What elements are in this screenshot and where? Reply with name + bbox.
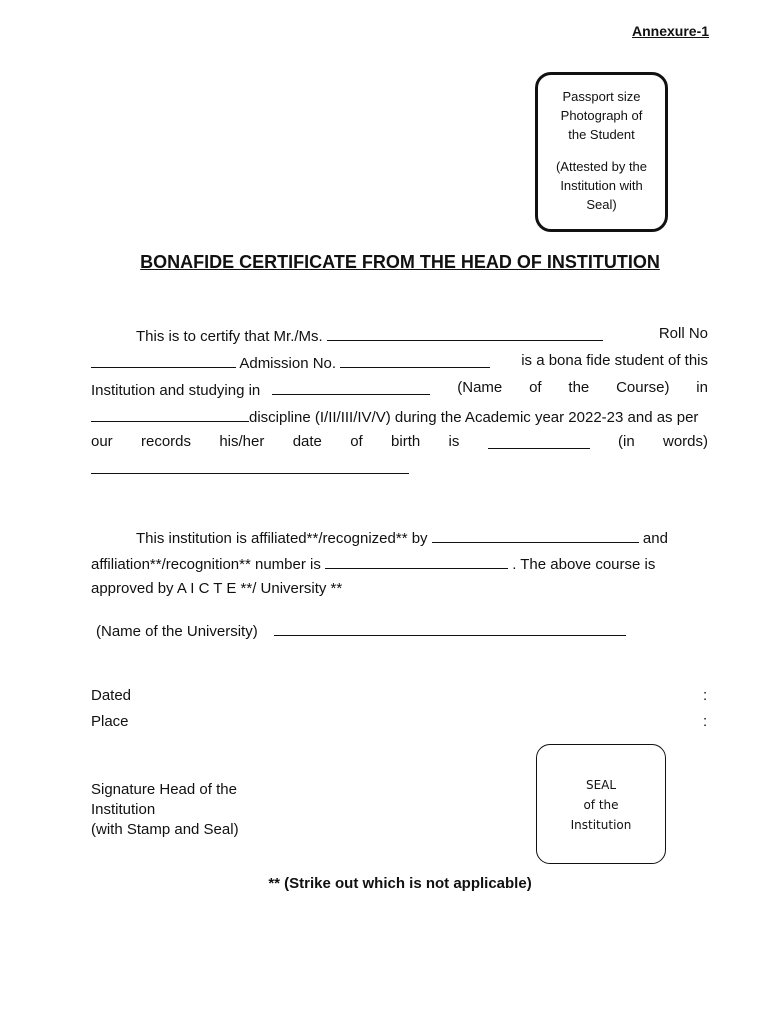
photo-instructions [538, 87, 665, 144]
signature-line: Signature Head of the [91, 781, 237, 798]
roll-no-label: Roll No [658, 325, 708, 342]
word: our [91, 433, 113, 450]
photo-line: Passport size [562, 89, 641, 104]
university-name-blank[interactable] [274, 620, 626, 636]
discipline-text: discipline (I/II/III/IV/V) during the Academic year 2022-23 and as per [249, 409, 699, 426]
para2-line-4 [96, 620, 713, 640]
seal-line: of the [583, 798, 619, 812]
dob-words-blank[interactable] [91, 458, 409, 474]
dob-blank[interactable] [488, 433, 590, 449]
word: birth [391, 433, 421, 450]
word: records [141, 433, 192, 450]
para2-line-1 [91, 527, 681, 547]
word: words) [662, 433, 708, 450]
photo-line: Institution with [560, 178, 643, 193]
para2-line-2 [91, 553, 681, 573]
para1-line-2 [91, 352, 708, 372]
approved-by-text: approved by A I C T E **/ University ** [91, 580, 343, 597]
affiliated-text: This institution is affiliated**/recognized** by [136, 530, 428, 547]
photo-line: (Attested by the [555, 159, 648, 174]
photo-line: the Student [568, 127, 635, 142]
and-text: and [642, 530, 668, 547]
affiliating-body-blank[interactable] [432, 527, 639, 543]
para1-line-5 [91, 433, 708, 453]
admission-no-label: Admission No. [239, 355, 337, 372]
annexure-label: Annexure-1 [632, 23, 710, 39]
affiliation-number-blank[interactable] [325, 553, 508, 569]
place-label: Place [91, 713, 129, 730]
word: (in [618, 433, 635, 450]
para1-line-3 [91, 379, 708, 399]
signature-line: (with Stamp and Seal) [91, 821, 239, 838]
word: the [568, 379, 590, 396]
institution-seal-box [536, 744, 666, 864]
word: is [448, 433, 460, 450]
word: his/her [219, 433, 265, 450]
certify-text: This is to certify that Mr./Ms. [136, 328, 323, 345]
discipline-blank[interactable] [91, 406, 249, 422]
signature-block [91, 780, 239, 840]
photo-attestation-note [538, 157, 665, 214]
certificate-title: BONAFIDE CERTIFICATE FROM THE HEAD OF INSTITUTION [140, 252, 660, 272]
place-row [91, 713, 708, 733]
photo-line: Seal) [586, 197, 617, 212]
roll-no-blank[interactable] [91, 352, 236, 368]
para1-line-6 [91, 458, 708, 478]
dated-label: Dated [91, 687, 132, 704]
bona-fide-text: is a bona fide student of this [521, 352, 708, 369]
course-name-blank[interactable] [272, 379, 430, 395]
word: of [529, 379, 542, 396]
student-name-blank[interactable] [327, 325, 603, 341]
course-approved-text: . The above course is [512, 556, 656, 573]
word: in [696, 379, 708, 396]
seal-line: Institution [570, 818, 632, 832]
photo-line: Photograph of [560, 108, 643, 123]
para2-line-3 [91, 580, 708, 600]
place-colon: : [703, 713, 708, 730]
admission-no-blank[interactable] [340, 352, 490, 368]
dated-row [91, 687, 708, 707]
passport-photo-box [535, 72, 668, 232]
word: (Name [457, 379, 503, 396]
dated-colon: : [703, 687, 708, 704]
university-name-label: (Name of the University) [96, 623, 258, 640]
para1-line-1 [91, 325, 708, 345]
affiliation-number-text: affiliation**/recognition** number is [91, 556, 321, 573]
para1-line-4 [91, 406, 708, 426]
word: of [350, 433, 363, 450]
word: Course) [616, 379, 670, 396]
signature-line: Institution [91, 801, 156, 818]
word: date [292, 433, 322, 450]
seal-line: SEAL [585, 778, 617, 792]
studying-in-text: Institution and studying in [91, 382, 261, 399]
strike-out-note: ** (Strike out which is not applicable) [268, 875, 532, 892]
